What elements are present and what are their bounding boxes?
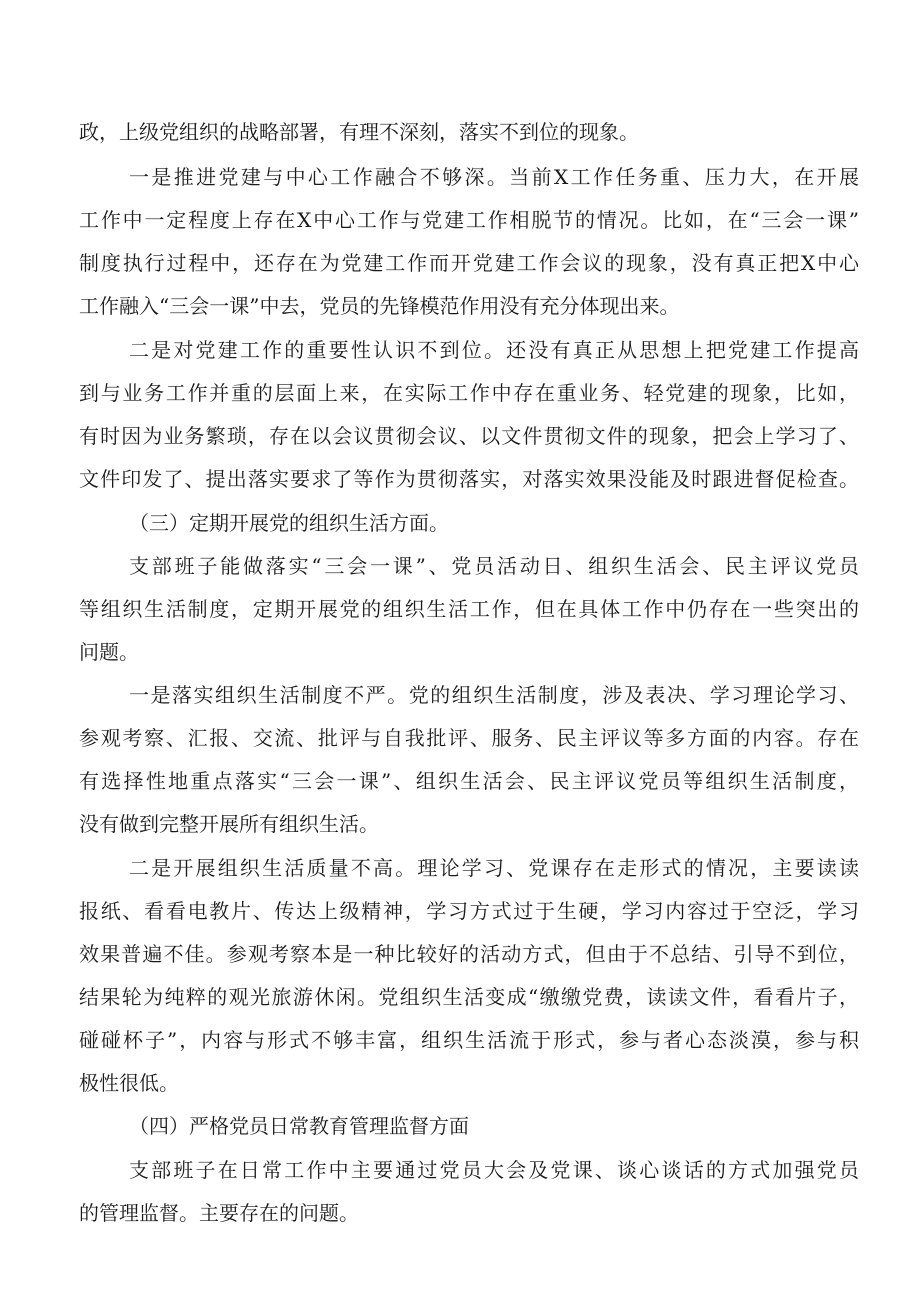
paragraph-line: 工作中一定程度上存在X中心工作与党建工作相脱节的情况。比如，在“三会一课” [79,208,859,232]
paragraph-line: 支部班子能做落实“三会一课”、党员活动日、组织生活会、民主评议党员 [129,554,859,578]
paragraph-line: 参观考察、汇报、交流、批评与自我批评、服务、民主评议等多方面的内容。存在 [79,726,859,750]
paragraph-line: 碰碰杯子”，内容与形式不够丰富，组织生活流于形式，参与者心态淡漠，参与积 [79,1028,859,1052]
paragraph-line: 文件印发了、提出落实要求了等作为贯彻落实，对落实效果没能及时跟进督促检查。 [79,467,859,491]
paragraph-line: 支部班子在日常工作中主要通过党员大会及党课、谈心谈话的方式加强党员 [129,1158,859,1182]
paragraph-line: 问题。 [79,640,139,664]
paragraph-line: 一是推进党建与中心工作融合不够深。当前X工作任务重、压力大，在开展 [129,165,859,189]
paragraph-line: 效果普遍不佳。参观考察本是一种比较好的活动方式，但由于不总结、引导不到位， [79,942,859,966]
paragraph-line: 政，上级党组织的战略部署，有理不深刻，落实不到位的现象。 [79,120,639,144]
paragraph-line: 等组织生活制度，定期开展党的组织生活工作，但在具体工作中仍存在一些突出的 [79,597,859,621]
paragraph-line: 结果轮为纯粹的观光旅游休闲。党组织生活变成“缴缴党费，读读文件，看看片子， [79,985,859,1009]
paragraph-line: 制度执行过程中，还存在为党建工作而开党建工作会议的现象，没有真正把X中心 [79,251,859,275]
paragraph-line: 的管理监督。主要存在的问题。 [79,1201,359,1225]
paragraph-line: 报纸、看看电教片、传达上级精神，学习方式过于生硬，学习内容过于空泛，学习 [79,899,859,923]
paragraph-line: 没有做到完整开展所有组织生活。 [79,812,379,836]
paragraph-line: 二是开展组织生活质量不高。理论学习、党课存在走形式的情况，主要读读 [129,856,859,880]
paragraph-line: 到与业务工作并重的层面上来，在实际工作中存在重业务、轻党建的现象，比如， [79,381,859,405]
paragraph-line: 极性很低。 [79,1071,179,1095]
paragraph-line: 有时因为业务繁琐，存在以会议贯彻会议、以文件贯彻文件的现象，把会上学习了、 [79,424,859,448]
section-heading: （三）定期开展党的组织生活方面。 [129,511,449,535]
paragraph-line: 有选择性地重点落实“三会一课”、组织生活会、民主评议党员等组织生活制度， [79,769,859,793]
paragraph-line: 二是对党建工作的重要性认识不到位。还没有真正从思想上把党建工作提高 [129,338,859,362]
paragraph-line: 工作融入“三会一课”中去，党员的先锋模范作用没有充分体现出来。 [79,294,680,318]
paragraph-line: 一是落实组织生活制度不严。党的组织生活制度，涉及表决、学习理论学习、 [129,683,859,707]
section-heading: （四）严格党员日常教育管理监督方面 [129,1114,469,1138]
